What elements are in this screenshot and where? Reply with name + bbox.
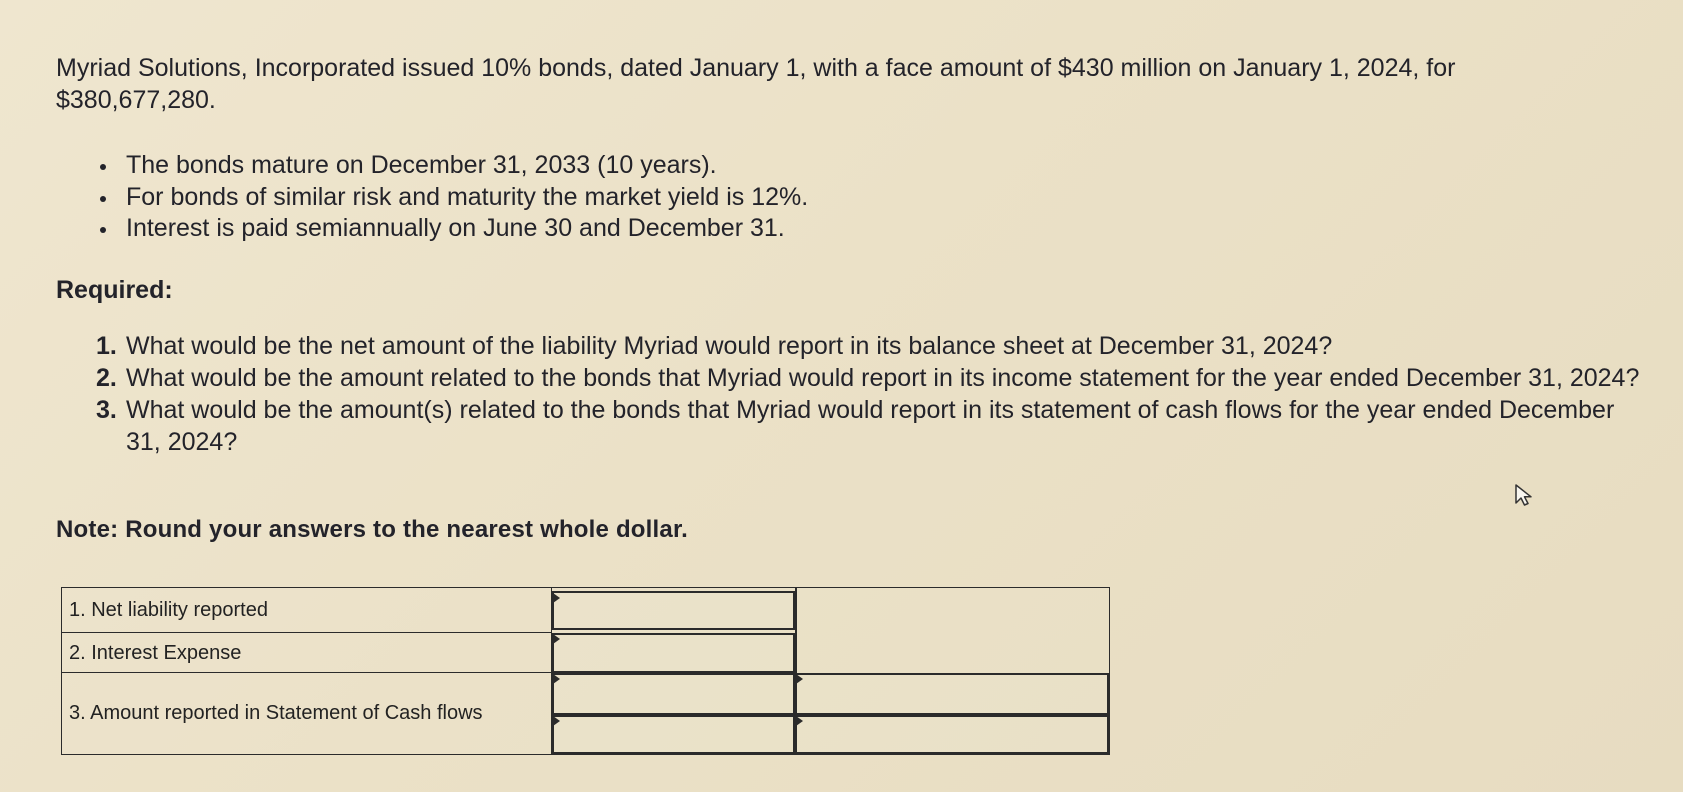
- intro-line-2: $380,677,280.: [56, 86, 216, 114]
- play-triangle-icon: [553, 716, 560, 726]
- table-column-divider: [795, 588, 797, 673]
- required-questions: [96, 330, 1646, 458]
- required-heading: Required:: [56, 276, 173, 304]
- question-text: What would be the net amount of the liability Myriad would report in its balance sheet at December 31, 2024?: [126, 332, 1333, 360]
- question-number: 3.: [96, 396, 117, 424]
- row-label-cash-flows: 3. Amount reported in Statement of Cash flows: [62, 673, 552, 754]
- play-triangle-icon: [553, 634, 560, 644]
- play-triangle-icon: [553, 593, 560, 603]
- fact-item: For bonds of similar risk and maturity the market yield is 12%.: [96, 182, 808, 214]
- facts-list: [96, 150, 808, 245]
- fact-item: Interest is paid semiannually on June 30 and December 31.: [96, 213, 808, 245]
- row-label-interest-expense: 2. Interest Expense: [62, 633, 552, 673]
- intro-line-1: Myriad Solutions, Incorporated issued 10% bonds, dated January 1, with a face amount of $430 million on January 1, 2024, for: [56, 54, 1456, 82]
- cash-flow-label-dropdown-bottom[interactable]: [552, 715, 795, 754]
- question-text: What would be the amount related to the bonds that Myriad would report in its income statement for the year ended December 31, 2024?: [126, 364, 1640, 392]
- question-number: 2.: [96, 364, 117, 392]
- answer-table: [61, 587, 1110, 755]
- cash-flow-label-dropdown-top[interactable]: [552, 673, 795, 715]
- cash-flow-amount-input-bottom[interactable]: [795, 715, 1109, 754]
- fact-item: The bonds mature on December 31, 2033 (10 years).: [96, 150, 808, 182]
- question-text: What would be the amount(s) related to the bonds that Myriad would report in its statement of cash flows for the year ended December 31, 2024?: [126, 396, 1615, 456]
- question-item: [96, 362, 1646, 394]
- row-label-net-liability: 1. Net liability reported: [62, 588, 552, 633]
- question-number: 1.: [96, 332, 117, 360]
- net-liability-input[interactable]: [552, 591, 795, 630]
- interest-expense-input[interactable]: [552, 633, 795, 673]
- mouse-pointer-icon: [1514, 483, 1534, 507]
- problem-intro: [56, 52, 1556, 116]
- question-item: [96, 330, 1646, 362]
- rounding-note: Note: Round your answers to the nearest whole dollar.: [56, 516, 689, 543]
- question-item: [96, 394, 1646, 458]
- cash-flow-amount-input-top[interactable]: [795, 673, 1109, 715]
- play-triangle-icon: [796, 716, 803, 726]
- play-triangle-icon: [553, 674, 560, 684]
- play-triangle-icon: [796, 674, 803, 684]
